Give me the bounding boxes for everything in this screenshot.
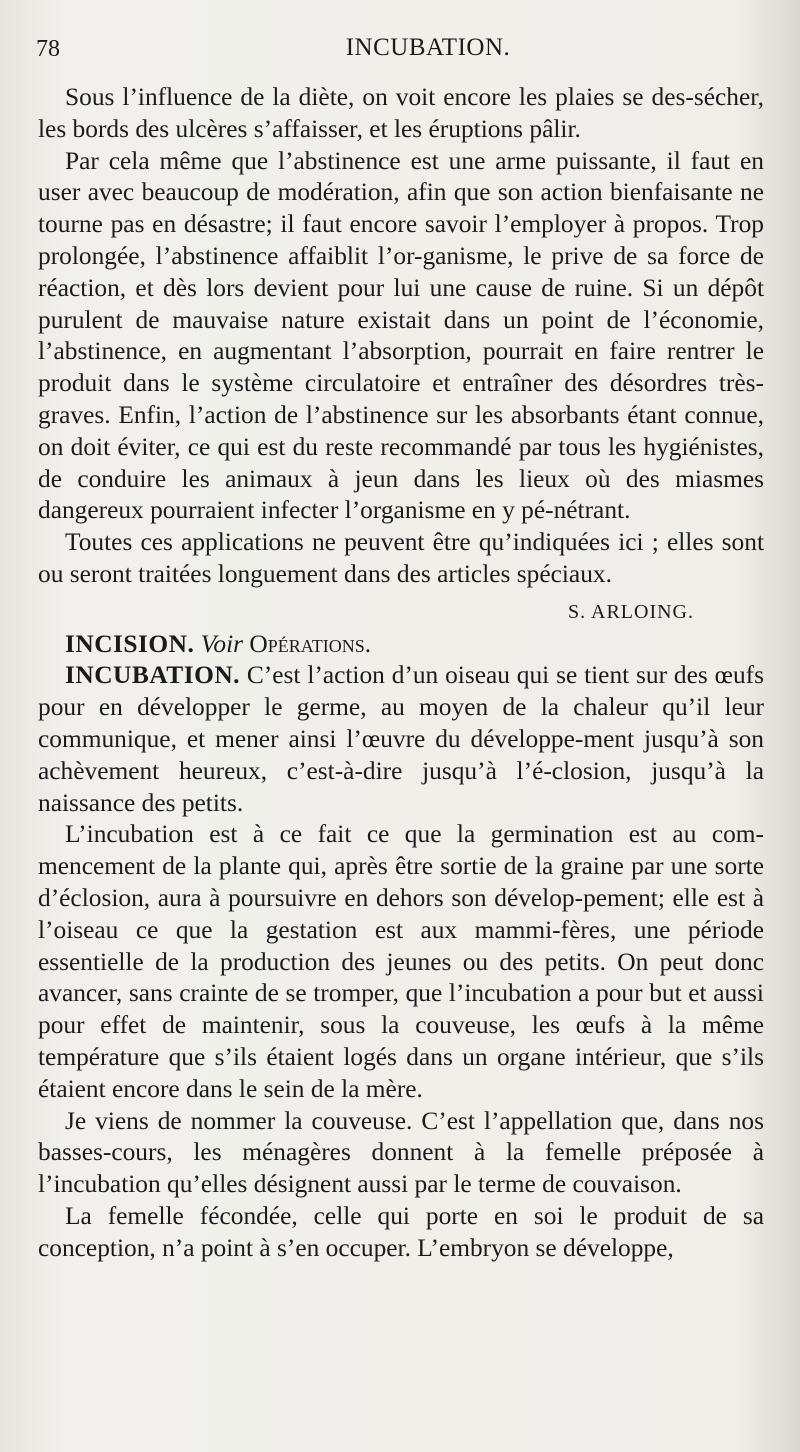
entry-incubation	[38, 660, 764, 819]
paragraph: Par cela même que l’abstinence est une arme puissante, il faut en user avec beaucoup de modération, afin que son action bienfaisante ne tourne pas en désastre; il faut encore savoir l’employer à propos. Trop prolongée, l’abstinence affaiblit l’or-ganisme, le prive de sa force de réaction, et dès lors devient pour lui une cause de ruine. Si un dépôt purulent de mauvaise nature existait dans un point de l’économie, l’abstinence, en augmentant l’absorption, pourrait en faire rentrer le produit dans le système circulatoire et entraîner des désordres très-graves. Enfin, l’action de l’abstinence sur les absorbants étant connue, on doit éviter, ce qui est du reste recommandé par tous les hygiénistes, de conduire les animaux à jeun dans les lieux où des miasmes dangereux pourraient infecter l’organisme en y pé-nétrant.	[38, 146, 764, 525]
paragraph: Je viens de nommer la couveuse. C’est l’appellation que, dans nos basses-cours, les ménagères donnent à la femelle préposée à l’incubation qu’elles désignent aussi par le terme de couvaison.	[38, 1106, 764, 1199]
author-signature: S. ARLOING.	[567, 600, 694, 623]
cross-reference-link[interactable]: Opérations.	[249, 629, 372, 658]
page-header	[36, 30, 760, 70]
page-number: 78	[36, 36, 60, 62]
cross-reference-label: Voir	[200, 629, 244, 658]
entry-headword: INCUBATION.	[65, 661, 241, 690]
entry-incision	[38, 629, 764, 661]
paragraph: Toutes ces applications ne peuvent être qu’indiquées ici ; elles sont ou seront traitées longuement dans des articles spéciaux.	[38, 528, 764, 588]
paragraph: C’est l’action d’un oiseau qui se tient sur des œufs pour en développer le germe, au moyen de la chaleur qu’il leur communique, et mener ainsi l’œuvre du développe-ment jusqu’à son achèvement heureux, c’est-à-dire jusqu’à l’é-closion, jusqu’à la naissance des petits.	[38, 661, 764, 817]
entry-headword: INCISION.	[65, 629, 195, 658]
paragraph: L’incubation est à ce fait ce que la germination est au com-mencement de la plante qui, après être sortie de la graine par une sorte d’éclosion, aura à poursuivre en dehors son dévelop-pement; elle est à l’oiseau ce que la gestation est aux mammi-fères, une période essentielle de la production des jeunes ou des petits. On peut donc avancer, sans crainte de se tromper, que l’incubation a pour but et aussi pour effet de maintenir, sous la couveuse, les œufs à la même température que s’ils étaient logés dans un organe intérieur, que s’ils étaient encore dans le sein de la mère.	[38, 820, 764, 1103]
page-body	[38, 82, 764, 1264]
paragraph: La femelle fécondée, celle qui porte en soi le produit de sa conception, n’a point à s’en occuper. L’embryon se développe,	[38, 1201, 764, 1262]
paragraph: Sous l’influence de la diète, on voit encore les plaies se des-sécher, les bords des ulcères s’affaisser, et les éruptions pâlir.	[38, 83, 764, 143]
running-head: INCUBATION.	[345, 34, 511, 61]
